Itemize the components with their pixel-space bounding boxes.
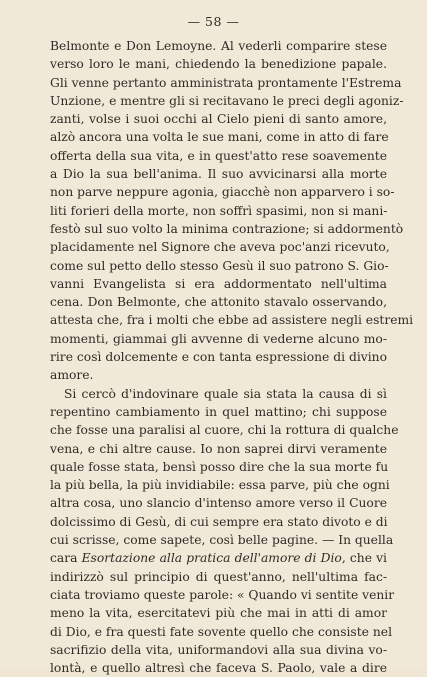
text-line: momenti, giammai gli avvenne di vederne alcuno mo- (50, 331, 387, 346)
text-line: rire così dolcemente e con tanta espressione di divino (50, 350, 387, 365)
text-line: sacrifizio della vita, uniformandovi alla sua divina vo- (50, 642, 387, 657)
page-number: — 58 — (187, 14, 240, 29)
text-line: quale fosse stata, bensì posso dire che la sua morte fu (50, 459, 389, 474)
text-line: vena, e chi altre cause. Io non saprei dirvi veramente (50, 441, 387, 456)
text-line: altra cosa, uno slancio d'intenso amore verso il Cuore (50, 496, 387, 511)
text-line: Belmonte e Don Lemoyne. Al vederli comparire stese (50, 39, 387, 53)
text-line: zanti, volse i suoi occhi al Cielo pieni di santo amore, (50, 112, 387, 127)
text-line: non parve neppure agonia, giacchè non apparvero i so- (50, 185, 395, 200)
text-line: dolcissimo di Gesù, di cui sempre era stato divoto e di (50, 514, 388, 529)
text-line: a Dio la sua bell'anima. Il suo avvicinarsi alla morte (50, 167, 387, 182)
text-line: verso loro le mani, chiedendo la benedizione papale. (50, 57, 387, 72)
text-line: cena. Don Belmonte, che attonito stavalo osservando, (50, 295, 387, 310)
text-line: placidamente nel Signore che aveva poc'anzi ricevuto, (50, 240, 390, 255)
text-line: indirizzò sul principio di quest'anno, nell'ultima fac- (50, 569, 387, 584)
text-line: Si cercò d'indovinare quale sia stata la causa di sì (64, 386, 387, 401)
text-line: come sul petto dello stesso Gesù il suo patrono S. Gio- (50, 258, 389, 273)
text-line: lontà, e quello altresì che faceva S. Paolo, vale a dire (50, 661, 387, 676)
text-line: di Dio, e fra questi fate sovente quello che consiste nel (50, 624, 393, 639)
text-line: Gli venne pertanto amministrata prontamente l'Estrema (50, 75, 402, 90)
text-line: liti forieri della morte, non soffrì spasimi, non si mani- (50, 203, 388, 218)
text-line: alzò ancora una volta le sue mani, come in atto di fare (50, 130, 389, 145)
text-line: repentino cambiamento in quel mattino; chi suppose (50, 404, 387, 419)
italic-title: Esortazione alla pratica dell'amore di Dio (81, 551, 342, 566)
text-line: offerta della sua vita, e in quest'atto rese soavemente (50, 148, 387, 163)
text-line: meno la vita, esercitatevi più che mai in atti di amor (50, 606, 387, 621)
text-line: Unzione, e mentre gli si recitavano le preci degli agoniz- (50, 93, 404, 108)
text-line: vanni Evangelista si era addormentato nell'ultima (50, 276, 387, 291)
text-line: cara Esortazione alla pratica dell'amore di Dio, che vi (50, 551, 387, 566)
body-text (50, 37, 414, 677)
text-line: attesta che, fra i molti che ebbe ad assistere negli estremi (50, 313, 414, 328)
text-line: amore. (50, 368, 94, 383)
text-line: cui scrisse, come sapete, così belle pagine. — In quella (50, 533, 394, 548)
text-line: che fosse una paralisi al cuore, chi la rottura di qualche (50, 423, 399, 438)
text-line: festò sul suo volto la minima contrazione; si addormentò (50, 221, 404, 236)
text-line: ciata troviamo queste parole: « Quando vi sentite venir (50, 587, 395, 602)
text-line: la più bella, la più invidiabile: essa parve, più che ogni (50, 478, 390, 493)
